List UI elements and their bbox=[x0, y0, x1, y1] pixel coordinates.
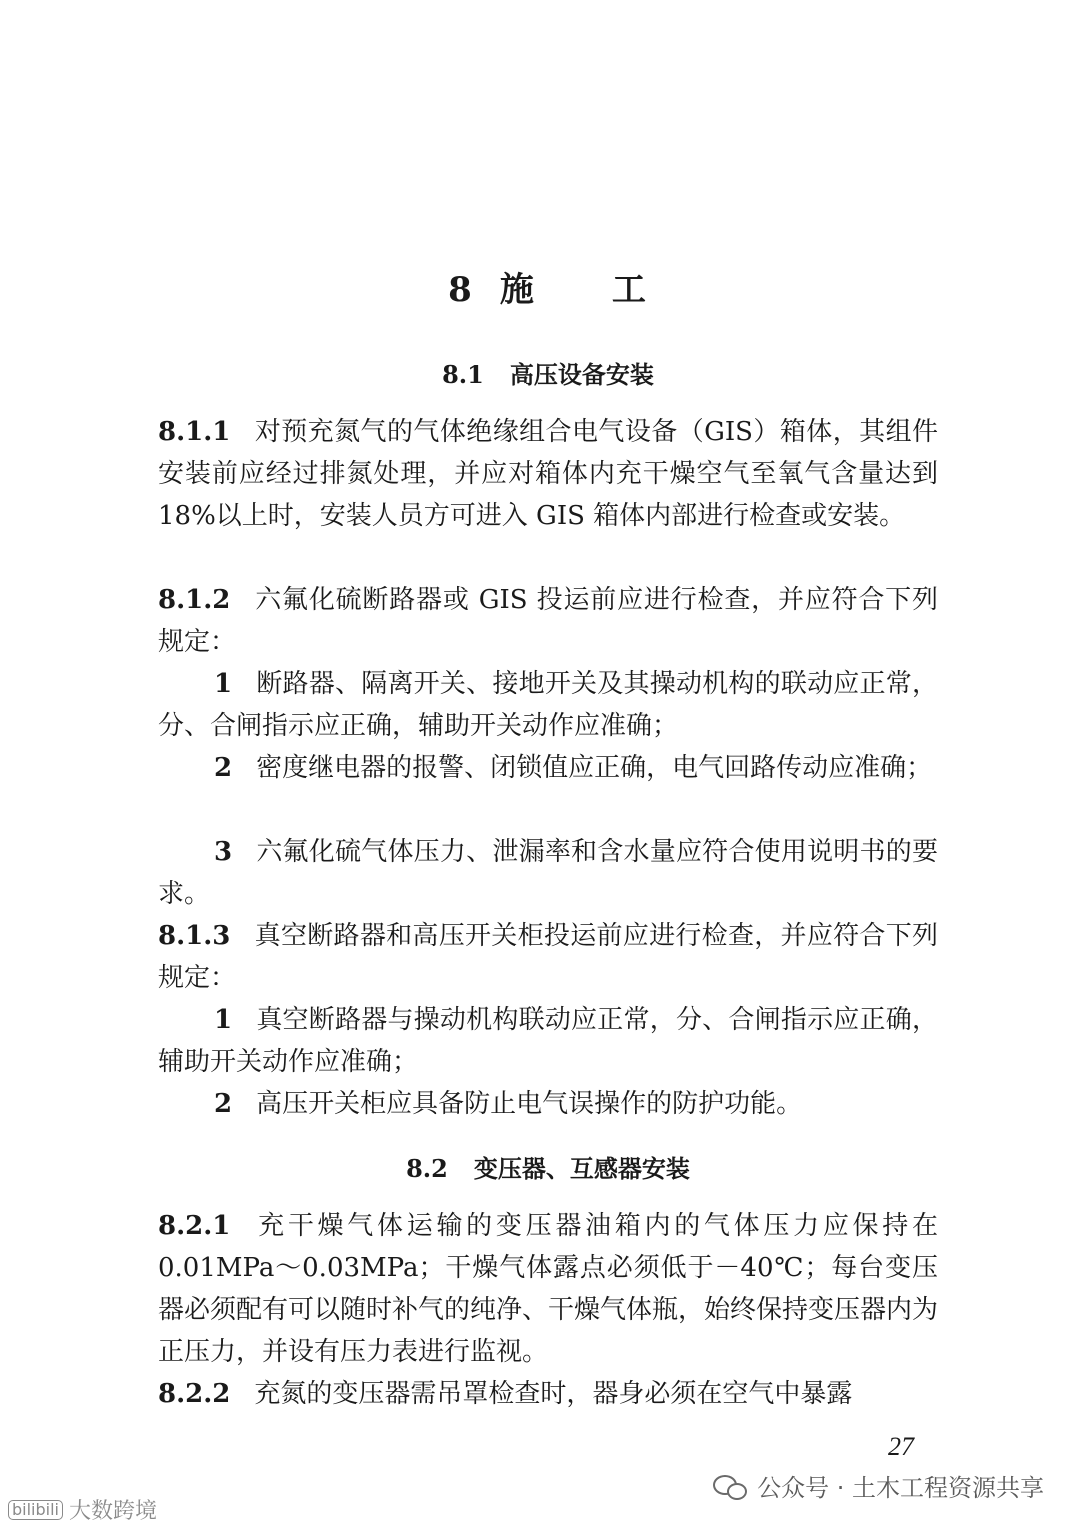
item-number: 2 bbox=[214, 1089, 233, 1119]
clause-text: 充氮的变压器需吊罩检查时，器身必须在空气中暴露 bbox=[254, 1379, 853, 1409]
clause-text: 六氟化硫断路器或 GIS 投运前应进行检查，并应符合下列规定： bbox=[158, 585, 938, 657]
item-text: 六氟化硫气体压力、泄漏率和含水量应符合使用说明书的要求。 bbox=[158, 837, 938, 909]
page-number: 27 bbox=[888, 1432, 914, 1461]
section-number: 8.2 bbox=[406, 1154, 448, 1183]
section-number: 8.1 bbox=[442, 360, 484, 389]
item-text: 高压开关柜应具备防止电气误操作的防护功能。 bbox=[256, 1089, 803, 1119]
item-number: 1 bbox=[214, 1005, 233, 1035]
item-number: 3 bbox=[214, 837, 233, 867]
item-text: 密度继电器的报警、闭锁值应正确，电气回路传动应准确； bbox=[256, 753, 933, 783]
clause-8-1-2-item-2 bbox=[158, 747, 938, 789]
clause-8-1-3 bbox=[158, 915, 938, 999]
clause-8-2-1 bbox=[158, 1205, 938, 1373]
section-title bbox=[158, 355, 938, 390]
item-number: 1 bbox=[214, 669, 233, 699]
clause-8-1-2-item-3 bbox=[158, 831, 938, 915]
clause-text: 充干燥气体运输的变压器油箱内的气体压力应保持在 0.01MPa～0.03MPa；干燥气体露点必须低于－40℃；每台变压器必须配有可以随时补气的纯净、干燥气体瓶，始终保持变压器内为正压力，并设有压力表进行监视。 bbox=[158, 1211, 939, 1367]
clause-number: 8.1.1 bbox=[158, 417, 231, 447]
section-heading: 变压器、互感器安装 bbox=[473, 1154, 690, 1183]
item-text: 真空断路器与操动机构联动应正常，分、合闸指示应正确，辅助开关动作应准确； bbox=[158, 1005, 938, 1077]
clause-number: 8.2.2 bbox=[158, 1379, 231, 1409]
section-title bbox=[158, 1149, 938, 1184]
clause-number: 8.2.1 bbox=[158, 1211, 231, 1241]
clause-8-1-2 bbox=[158, 579, 938, 663]
section-heading: 高压设备安装 bbox=[509, 360, 654, 389]
clause-text: 对预充氮气的气体绝缘组合电气设备（GIS）箱体，其组件安装前应经过排氮处理，并应对箱体内充干燥空气至氧气含量达到 18%以上时，安装人员方可进入 GIS 箱体内部进行检查或安装。 bbox=[158, 417, 938, 531]
chapter-title bbox=[158, 262, 938, 311]
item-text: 断路器、隔离开关、接地开关及其操动机构的联动应正常，分、合闸指示应正确，辅助开关动作应准确； bbox=[158, 669, 938, 741]
source-watermark bbox=[8, 1494, 157, 1525]
clause-8-1-3-item-1 bbox=[158, 999, 938, 1083]
clause-8-2-2 bbox=[158, 1373, 938, 1415]
chapter-number: 8 bbox=[448, 270, 474, 310]
item-number: 2 bbox=[214, 753, 233, 783]
wechat-watermark bbox=[713, 1468, 1044, 1503]
clause-8-1-3-item-2 bbox=[158, 1083, 938, 1125]
chapter-title-part1: 施 bbox=[499, 270, 536, 310]
watermark-text: 公众号 · 土木工程资源共享 bbox=[757, 1474, 1044, 1502]
wechat-icon bbox=[713, 1473, 747, 1499]
clause-number: 8.1.2 bbox=[158, 585, 231, 615]
chapter-title-part2: 工 bbox=[611, 270, 648, 310]
clause-8-1-2-item-1 bbox=[158, 663, 938, 747]
clause-8-1-1 bbox=[158, 411, 938, 537]
source-watermark-text: 大数跨境 bbox=[68, 1499, 157, 1524]
clause-number: 8.1.3 bbox=[158, 921, 231, 951]
bilibili-icon: bilibili bbox=[8, 1500, 63, 1520]
clause-text: 真空断路器和高压开关柜投运前应进行检查，并应符合下列规定： bbox=[158, 921, 938, 993]
